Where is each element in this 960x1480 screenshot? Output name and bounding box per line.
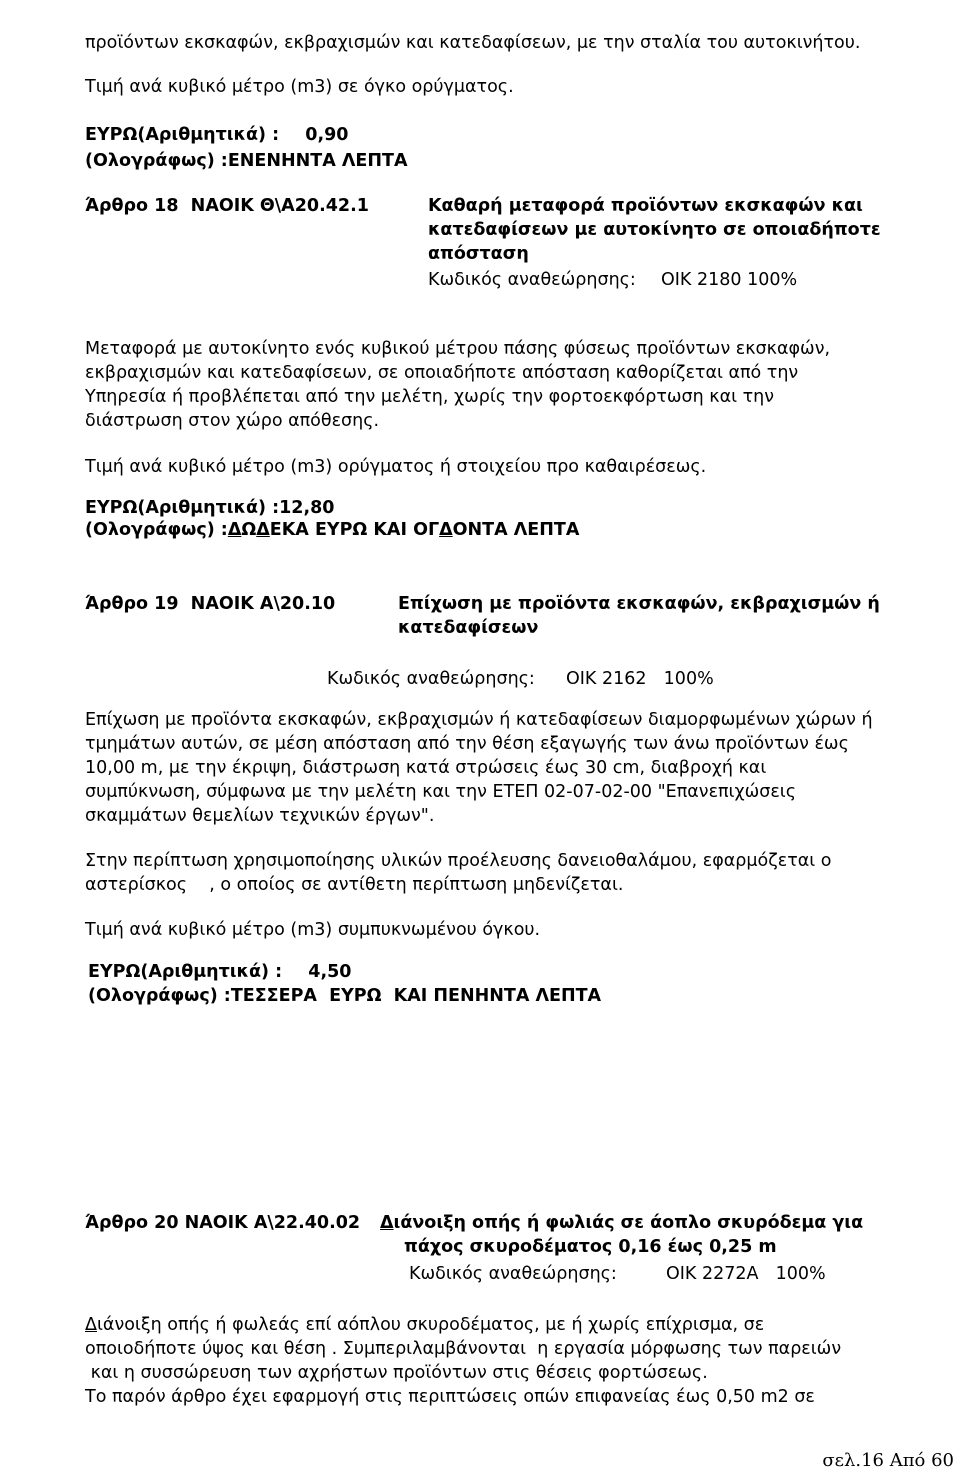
price-words-text: ΟΝΤΑ ΛΕΠΤΑ xyxy=(452,520,580,540)
article-20-title-line: πάχος σκυροδέματος 0,16 έως 0,25 m xyxy=(404,1237,777,1257)
title-underlined-letter: Δ xyxy=(380,1213,394,1233)
price-words-underlined: Δ xyxy=(227,520,242,540)
article-20-body-line xyxy=(85,1313,764,1337)
article-19-price-unit: Τιμή ανά κυβικό μέτρο (m3) συμπυκνωμένου όγκου. xyxy=(85,920,541,940)
intro-price-unit: Τιμή ανά κυβικό μέτρο (m3) σε όγκο ορύγματος. xyxy=(85,77,514,97)
article-19-body-line: 10,00 m, με την έκριψη, διάστρωση κατά στρώσεις έως 30 cm, διαβροχή και xyxy=(85,758,767,778)
article-19-body-line: συμπύκνωση, σύμφωνα με την μελέτη και την ΕΤΕΠ 02-07-02-00 "Επανεπιχώσεις xyxy=(85,782,796,802)
article-18-body-line: Υπηρεσία ή προβλέπεται από την μελέτη, χωρίς την φορτοεκφόρτωση και την xyxy=(85,387,775,407)
article-19-revision xyxy=(327,667,714,691)
article-18-revision xyxy=(428,268,797,292)
article-18-title-line: απόσταση xyxy=(428,244,529,264)
article-19-price-numeric xyxy=(88,960,351,984)
article-18-price-unit: Τιμή ανά κυβικό μέτρο (m3) ορύγματος ή στοιχείου προ καθαιρέσεως. xyxy=(85,457,707,477)
title-text: ιάνοιξη οπής ή φωλιάς σε άοπλο σκυρόδεμα για xyxy=(393,1213,864,1233)
article-19-body-line: Επίχωση με προϊόντα εκσκαφών, εκβραχισμών ή κατεδαφίσεων διαμορφωμένων χώρων ή xyxy=(85,710,873,730)
revision-label: Κωδικός αναθεώρησης: xyxy=(428,270,636,290)
body-underlined-letter: Δ xyxy=(85,1315,97,1335)
price-numeric-value: 12,80 xyxy=(279,498,335,518)
article-20-title-line xyxy=(380,1211,863,1235)
revision-percent: 100% xyxy=(747,270,798,290)
price-words-text: Ω xyxy=(241,520,257,540)
price-words-value: ΤΕΣΣΕΡΑ ΕΥΡΩ ΚΑΙ ΠΕΝΗΝΤΑ ΛΕΠΤΑ xyxy=(230,986,602,1006)
price-words-label: (Ολογράφως) : xyxy=(85,151,228,171)
price-words-text: ΕΚΑ ΕΥΡΩ ΚΑΙ ΟΓ xyxy=(269,520,440,540)
article-18-body-line: εκβραχισμών και κατεδαφίσεων, σε οποιαδήποτε απόσταση καθορίζεται από την xyxy=(85,363,799,383)
price-words-underlined: Δ xyxy=(256,520,270,540)
article-18-title-line: κατεδαφίσεων με αυτοκίνητο σε οποιαδήποτε xyxy=(428,220,881,240)
revision-label: Κωδικός αναθεώρησης: xyxy=(409,1264,617,1284)
article-20-body-line: οποιοδήποτε ύψος και θέση . Συμπεριλαμβάνονται η εργασία μόρφωσης των παρειών xyxy=(85,1339,842,1359)
revision-label: Κωδικός αναθεώρησης: xyxy=(327,669,535,689)
article-19-note-line: Στην περίπτωση χρησιμοποίησης υλικών προέλευσης δανειοθαλάμου, εφαρμόζεται ο xyxy=(85,851,832,871)
article-19-price-words xyxy=(88,984,601,1008)
article-18-price-numeric xyxy=(85,496,334,520)
revision-code: ΟΙΚ 2162 xyxy=(566,669,647,689)
revision-percent: 100% xyxy=(775,1264,826,1284)
article-18-body-line: διάστρωση στον χώρο απόθεσης. xyxy=(85,411,380,431)
intro-text-line: προϊόντων εκσκαφών, εκβραχισμών και κατεδαφίσεων, με την σταλία του αυτοκινήτου. xyxy=(85,33,861,53)
article-19-title-line: Επίχωση με προϊόντα εκσκαφών, εκβραχισμών ή xyxy=(398,594,880,614)
article-18-price-words xyxy=(85,518,579,542)
article-20-body-line: Το παρόν άρθρο έχει εφαρμογή στις περιπτώσεις οπών επιφανείας έως 0,50 m2 σε xyxy=(85,1387,815,1407)
price-words-label: (Ολογράφως) : xyxy=(85,520,228,540)
article-18-body-line: Μεταφορά με αυτοκίνητο ενός κυβικού μέτρου πάσης φύσεως προϊόντων εκσκαφών, xyxy=(85,339,831,359)
price-numeric-label: ΕΥΡΩ(Αριθμητικά) : xyxy=(88,962,283,982)
price-words-value: ΕΝΕΝΗΝΤΑ ΛΕΠΤΑ xyxy=(227,151,408,171)
article-19-title-line: κατεδαφίσεων xyxy=(398,618,539,638)
article-19-body-line: σκαμμάτων θεμελίων τεχνικών έργων". xyxy=(85,806,435,826)
revision-percent: 100% xyxy=(663,669,714,689)
price-numeric-label: ΕΥΡΩ(Αριθμητικά) : xyxy=(85,125,280,145)
price-numeric-value: 4,50 xyxy=(308,962,352,982)
article-19-body-line: τμημάτων αυτών, σε μέση απόσταση από την θέση εξαγωγής των άνω προϊόντων έως xyxy=(85,734,849,754)
intro-price-words xyxy=(85,149,408,173)
price-words-label: (Ολογράφως) : xyxy=(88,986,231,1006)
intro-price-numeric xyxy=(85,123,348,147)
revision-code: ΟΙΚ 2180 xyxy=(661,270,742,290)
article-20-revision xyxy=(409,1262,826,1286)
price-numeric-label: ΕΥΡΩ(Αριθμητικά) : xyxy=(85,498,280,518)
price-numeric-value: 0,90 xyxy=(305,125,349,145)
body-text: ιάνοιξη οπής ή φωλεάς επί αόπλου σκυροδέματος, με ή χωρίς επίχρισμα, σε xyxy=(96,1315,765,1335)
article-19-heading: Άρθρο 19 ΝΑΟΙΚ Α\20.10 xyxy=(85,594,336,614)
article-18-title-line: Καθαρή μεταφορά προϊόντων εκσκαφών και xyxy=(428,196,863,216)
article-20-heading: Άρθρο 20 ΝΑΟΙΚ Α\22.40.02 xyxy=(85,1213,361,1233)
page-number: σελ.16 Από 60 xyxy=(822,1450,954,1471)
price-words-underlined: Δ xyxy=(439,520,453,540)
revision-code: ΟΙΚ 2272Α xyxy=(666,1264,759,1284)
article-19-note-line: αστερίσκος , ο οποίος σε αντίθετη περίπτωση μηδενίζεται. xyxy=(85,875,624,895)
article-20-body-line: και η συσσώρευση των αχρήστων προϊόντων στις θέσεις φορτώσεως. xyxy=(85,1363,708,1383)
article-18-heading: Άρθρο 18 ΝΑΟΙΚ Θ\Α20.42.1 xyxy=(85,196,369,216)
